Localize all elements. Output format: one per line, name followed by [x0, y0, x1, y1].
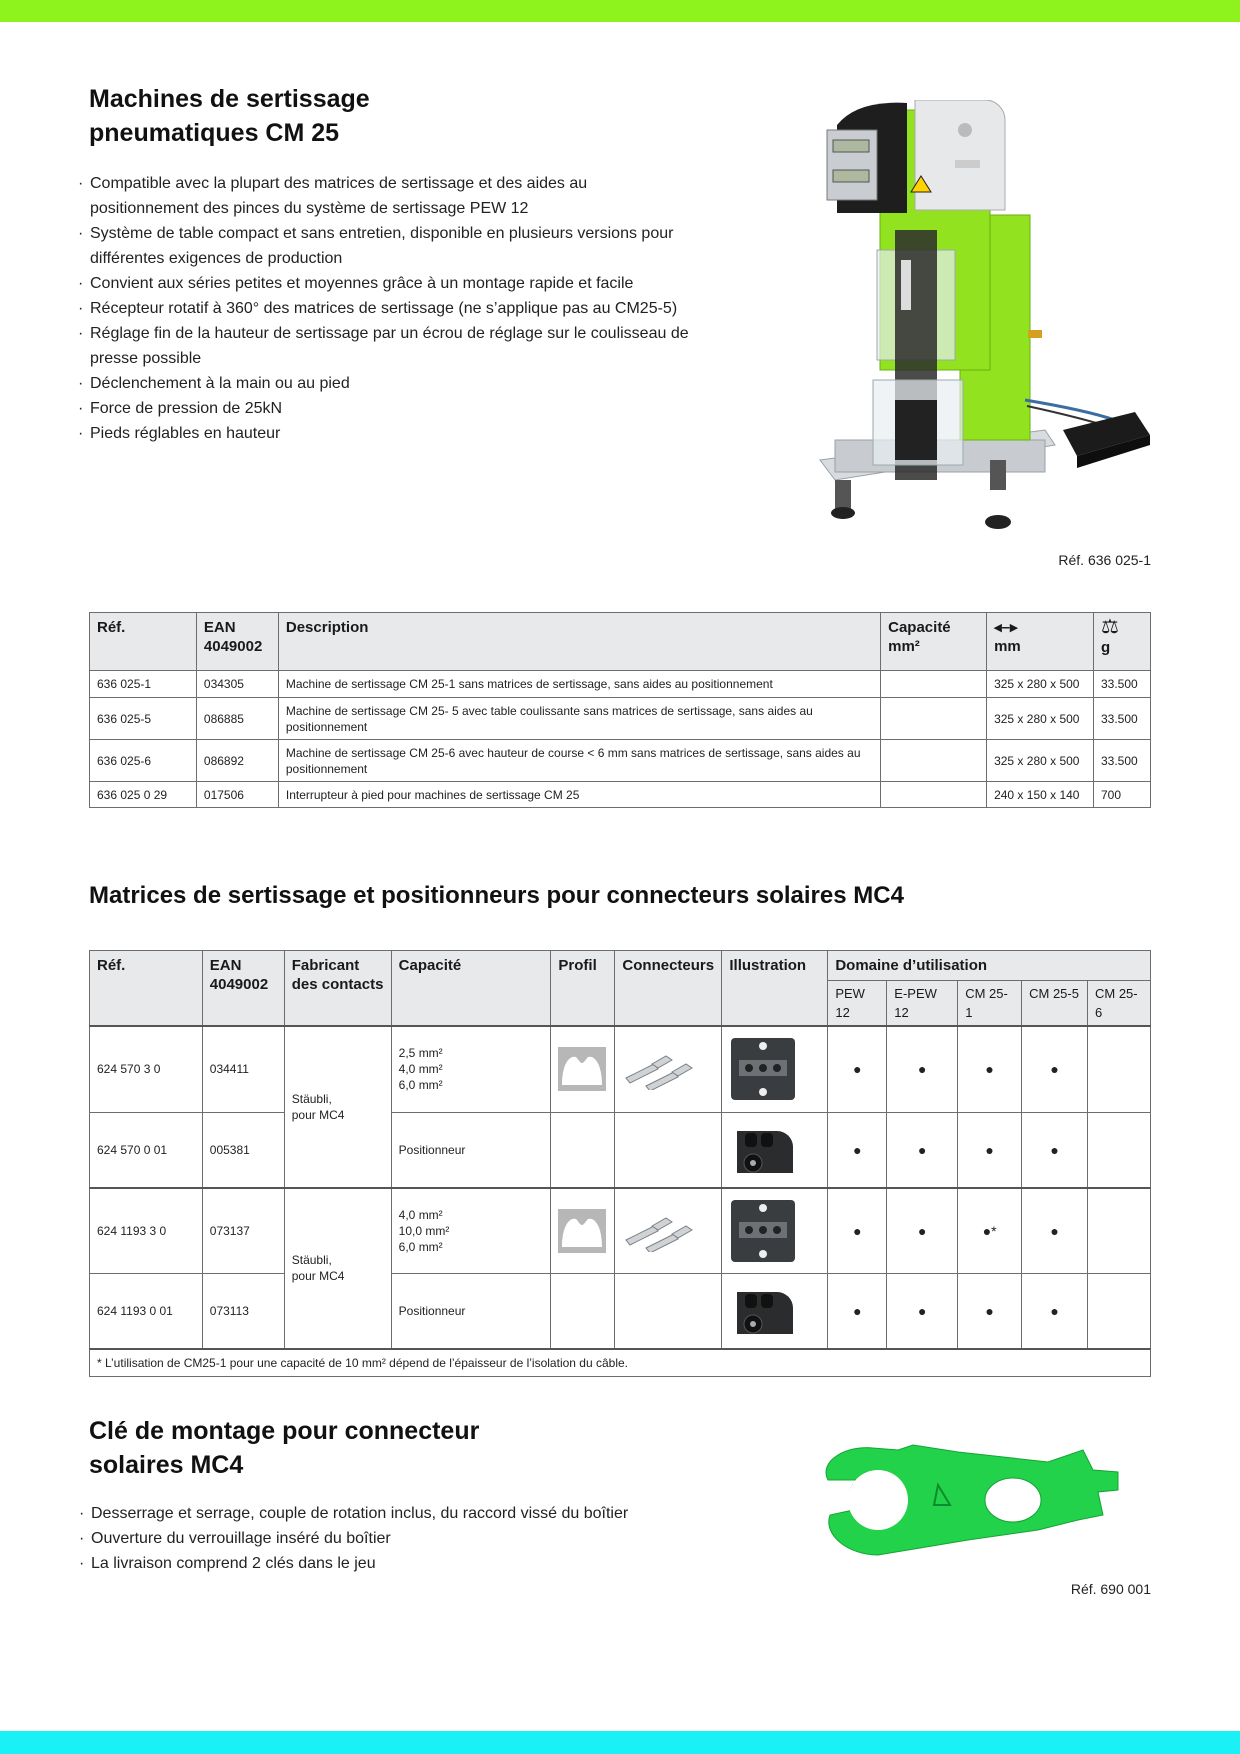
cell-capacite — [881, 698, 987, 740]
positioner-icon — [729, 1278, 797, 1344]
table-row — [90, 1274, 1151, 1350]
crimp-profile-icon — [558, 1047, 606, 1091]
cell-connecteurs — [615, 1112, 722, 1188]
col-capacite: Capacité — [391, 951, 551, 1027]
cell-ref: 624 570 3 0 — [90, 1026, 203, 1112]
feature-item: · Déclenchement à la main ou au pied — [78, 371, 698, 396]
section3-title — [89, 1414, 689, 1482]
feature-item: · Ouverture du verrouillage inséré du boîtier — [79, 1526, 719, 1551]
top-accent-bar — [0, 0, 1240, 22]
cell-ref: 636 025-5 — [90, 698, 197, 740]
cell-weight: 700 — [1093, 782, 1150, 808]
machines-table — [89, 612, 1151, 808]
section1-feature-list — [78, 171, 698, 446]
section3-title-line2: solaires MC4 — [89, 1451, 244, 1479]
cell-description: Machine de sertissage CM 25-6 avec hauteur de course < 6 mm sans matrices de sertissage, sans aides au positionnement — [278, 740, 880, 782]
cell-capacite: 4,0 mm² 10,0 mm² 6,0 mm² — [391, 1188, 551, 1274]
table-row — [90, 1112, 1151, 1188]
cell-illustration — [722, 1026, 828, 1112]
cell-ean: 034305 — [196, 671, 278, 698]
section3-title-line1: Clé de montage pour connecteur — [89, 1417, 480, 1445]
crimp-die-icon — [729, 1036, 797, 1102]
cell-usage: ● — [1022, 1274, 1088, 1350]
section3-feature-list — [79, 1501, 719, 1576]
cell-connecteurs — [615, 1026, 722, 1112]
cell-dimensions: 325 x 280 x 500 — [987, 740, 1094, 782]
cell-ean: 086885 — [196, 698, 278, 740]
table-header-row — [90, 613, 1151, 671]
cell-ean: 005381 — [202, 1112, 284, 1188]
cell-capacite — [881, 740, 987, 782]
cell-fabricant: Stäubli, pour MC4 — [284, 1026, 391, 1188]
feature-item: · Force de pression de 25kN — [78, 396, 698, 421]
cell-dimensions: 325 x 280 x 500 — [987, 671, 1094, 698]
col-ref: Réf. — [90, 951, 203, 1027]
col-cm25-6: CM 25-6 — [1088, 981, 1151, 1027]
cell-capacite: Positionneur — [391, 1274, 551, 1350]
cell-usage: ● — [1022, 1026, 1088, 1112]
feature-item: · La livraison comprend 2 clés dans le jeu — [79, 1551, 719, 1576]
cell-ref: 636 025-6 — [90, 740, 197, 782]
cell-usage: ● — [828, 1026, 887, 1112]
cell-usage: ● — [958, 1026, 1022, 1112]
cell-ean: 017506 — [196, 782, 278, 808]
cell-connecteurs — [615, 1188, 722, 1274]
crimp-die-icon — [729, 1198, 797, 1264]
cell-ref: 636 025 0 29 — [90, 782, 197, 808]
section1-title — [89, 82, 689, 150]
feature-item: · Récepteur rotatif à 360° des matrices de sertissage (ne s’applique pas au CM25-5) — [78, 296, 698, 321]
col-profil: Profil — [551, 951, 615, 1027]
col-cm25-5: CM 25-5 — [1022, 981, 1088, 1027]
cell-usage: ● — [828, 1274, 887, 1350]
mc4-contacts-icon — [622, 1048, 694, 1090]
cell-capacite: 2,5 mm² 4,0 mm² 6,0 mm² — [391, 1026, 551, 1112]
col-connecteurs: Connecteurs — [615, 951, 722, 1027]
cell-weight: 33.500 — [1093, 671, 1150, 698]
mc4-contacts-icon — [622, 1210, 694, 1252]
feature-item: · Pieds réglables en hauteur — [78, 421, 698, 446]
cell-weight: 33.500 — [1093, 740, 1150, 782]
footnote: * L’utilisation de CM25-1 pour une capacité de 10 mm² dépend de l’épaisseur de l’isolation du câble. — [90, 1349, 1151, 1377]
cell-capacite — [881, 671, 987, 698]
col-epew12: E-PEW 12 — [887, 981, 958, 1027]
section1-title-line2: pneumatiques CM 25 — [89, 119, 340, 147]
cell-illustration — [722, 1274, 828, 1350]
cell-usage — [1088, 1188, 1151, 1274]
cell-usage: ● — [1022, 1188, 1088, 1274]
col-cm25-1: CM 25-1 — [958, 981, 1022, 1027]
cell-capacite: Positionneur — [391, 1112, 551, 1188]
cell-ean: 086892 — [196, 740, 278, 782]
feature-item: · Système de table compact et sans entretien, disponible en plusieurs versions pour différentes exigences de production — [78, 221, 698, 271]
col-ean: EAN 4049002 — [202, 951, 284, 1027]
cell-usage: ● — [958, 1112, 1022, 1188]
cell-usage: ● — [958, 1274, 1022, 1350]
cell-usage: ● — [887, 1188, 958, 1274]
wrench-image-ref: Réf. 690 001 — [1070, 1581, 1151, 1597]
table-row — [90, 1188, 1151, 1274]
cell-usage — [1088, 1274, 1151, 1350]
table-footnote-row — [90, 1349, 1151, 1377]
table-row — [90, 1026, 1151, 1112]
col-ean: EAN 4049002 — [196, 613, 278, 671]
cell-connecteurs — [615, 1274, 722, 1350]
cell-profil — [551, 1112, 615, 1188]
feature-item: · Compatible avec la plupart des matrices de sertissage et des aides au positionnement des pinces du système de sertissage PEW 12 — [78, 171, 698, 221]
cell-ean: 034411 — [202, 1026, 284, 1112]
col-description: Description — [278, 613, 880, 671]
col-fabricant: Fabricant des contacts — [284, 951, 391, 1027]
feature-item: · Desserrage et serrage, couple de rotation inclus, du raccord vissé du boîtier — [79, 1501, 719, 1526]
machine-image-ref: Réf. 636 025-1 — [1058, 552, 1151, 568]
cell-profil — [551, 1274, 615, 1350]
crimp-profile-icon — [558, 1209, 606, 1253]
dies-table — [89, 950, 1151, 1377]
cell-fabricant: Stäubli, pour MC4 — [284, 1188, 391, 1350]
section2-title: Matrices de sertissage et positionneurs pour connecteurs solaires MC4 — [89, 882, 904, 909]
cell-usage — [1088, 1026, 1151, 1112]
cell-usage: ● — [887, 1026, 958, 1112]
cell-profil — [551, 1026, 615, 1112]
table-header-row — [90, 951, 1151, 981]
table-row — [90, 782, 1151, 808]
col-weight: ⚖ g — [1093, 613, 1150, 671]
cell-profil — [551, 1188, 615, 1274]
cell-usage — [1088, 1112, 1151, 1188]
cell-ean: 073113 — [202, 1274, 284, 1350]
cell-illustration — [722, 1112, 828, 1188]
cell-capacite — [881, 782, 987, 808]
table-row — [90, 740, 1151, 782]
bottom-accent-bar — [0, 1731, 1240, 1754]
cell-ref: 636 025-1 — [90, 671, 197, 698]
col-illustration: Illustration — [722, 951, 828, 1027]
cell-usage: ●* — [958, 1188, 1022, 1274]
cell-ref: 624 1193 3 0 — [90, 1188, 203, 1274]
col-ref: Réf. — [90, 613, 197, 671]
cell-description: Interrupteur à pied pour machines de sertissage CM 25 — [278, 782, 880, 808]
section1-title-line1: Machines de sertissage — [89, 85, 370, 113]
cell-description: Machine de sertissage CM 25- 5 avec table coulissante sans matrices de sertissage, sans aides au positionnement — [278, 698, 880, 740]
feature-item: · Réglage fin de la hauteur de sertissage par un écrou de réglage sur le coulisseau de presse possible — [78, 321, 698, 371]
mounting-wrench-image — [818, 1440, 1148, 1565]
cell-dimensions: 325 x 280 x 500 — [987, 698, 1094, 740]
col-domaine: Domaine d’utilisation — [828, 951, 1151, 981]
cell-illustration — [722, 1188, 828, 1274]
cell-description: Machine de sertissage CM 25-1 sans matrices de sertissage, sans aides au positionnement — [278, 671, 880, 698]
cell-weight: 33.500 — [1093, 698, 1150, 740]
dimension-arrows-icon: ◂–▸ — [994, 619, 1018, 636]
cell-usage: ● — [828, 1188, 887, 1274]
positioner-icon — [729, 1117, 797, 1183]
feature-item: · Convient aux séries petites et moyennes grâce à un montage rapide et facile — [78, 271, 698, 296]
table-row — [90, 671, 1151, 698]
cell-ref: 624 1193 0 01 — [90, 1274, 203, 1350]
cell-ean: 073137 — [202, 1188, 284, 1274]
crimping-machine-image — [815, 100, 1155, 540]
cell-ref: 624 570 0 01 — [90, 1112, 203, 1188]
cell-dimensions: 240 x 150 x 140 — [987, 782, 1094, 808]
cell-usage: ● — [828, 1112, 887, 1188]
table-row — [90, 698, 1151, 740]
cell-usage: ● — [887, 1112, 958, 1188]
scale-icon: ⚖ — [1100, 616, 1119, 638]
col-capacite: Capacité mm² — [881, 613, 987, 671]
col-pew12: PEW 12 — [828, 981, 887, 1027]
cell-usage: ● — [1022, 1112, 1088, 1188]
col-dimensions: ◂–▸ mm — [987, 613, 1094, 671]
cell-usage: ● — [887, 1274, 958, 1350]
